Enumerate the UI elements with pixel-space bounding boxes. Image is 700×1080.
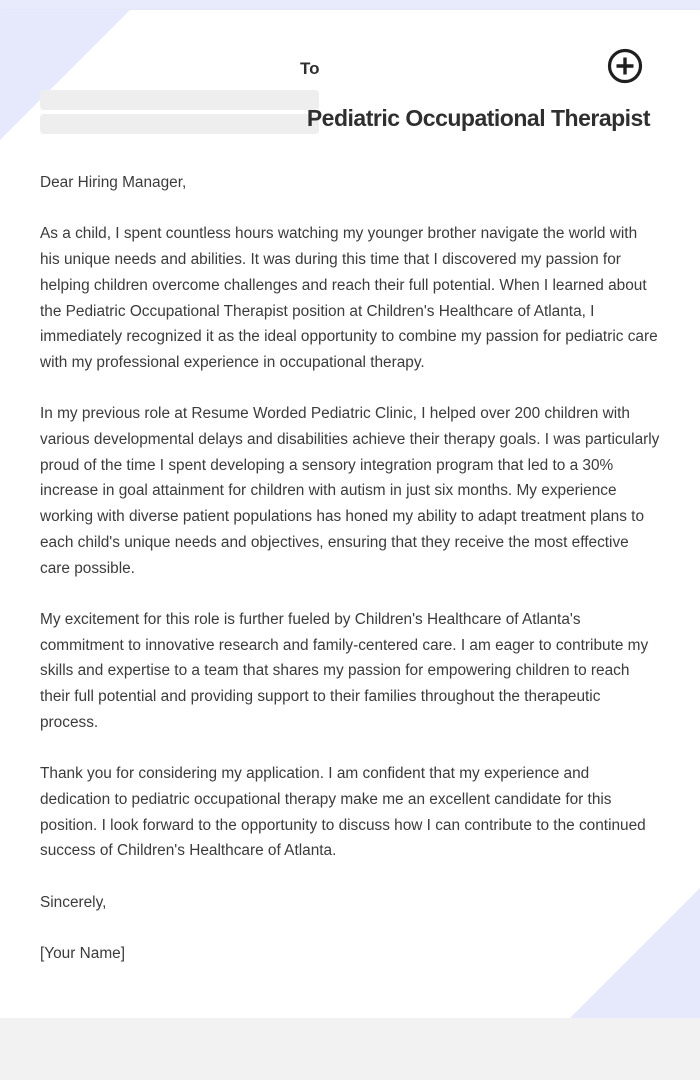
top-band (0, 0, 700, 10)
add-button[interactable] (606, 47, 644, 85)
footer-area (0, 1018, 700, 1080)
paragraph: Thank you for considering my application. I am confident that my experience and dedication to pediatric occupational therapy make me an excellent candidate for this position. I look forward to the opportunity to discuss how I can contribute to the continued success of Children's Healthcare of Atlanta. (40, 765, 646, 860)
signature: [Your Name] (40, 945, 125, 962)
paragraph: As a child, I spent countless hours watching my younger brother navigate the world with his unique needs and abilities. It was during this time that I discovered my passion for helping children overcome challenges and reach their full potential. When I learned about the Pediatric Occupational Therapist position at Children's Healthcare of Atlanta, I immediately recognized it as the ideal opportunity to combine my passion for pediatric care with my professional experience in occupational therapy. (40, 225, 658, 371)
paragraph: My excitement for this role is further fueled by Children's Healthcare of Atlanta's commitment to innovative research and family-centered care. I am eager to contribute my skills and expertise to a team that shares my passion for empowering children to reach their full potential and providing support to their families throughout the therapeutic process. (40, 610, 649, 731)
greeting: Dear Hiring Manager, (40, 174, 187, 191)
paragraph: In my previous role at Resume Worded Pediatric Clinic, I helped over 200 children with various developmental delays and disabilities achieve their therapy goals. I was particularly proud of the time I spent developing a sensory integration program that led to a 30% increase in goal attainment for children with autism in just six months. My experience working with diverse patient populations has honed my ability to adapt treatment plans to each child's unique needs and objectives, ensuring that they receive the most effective care possible. (40, 405, 660, 577)
recipient-name-placeholder (40, 90, 319, 110)
recipient-address-placeholder (40, 114, 319, 134)
plus-circle-icon (606, 47, 644, 85)
to-label: To (300, 59, 320, 78)
job-title: Pediatric Occupational Therapist (306, 105, 650, 131)
letter-page (0, 10, 700, 1018)
closing: Sincerely, (40, 893, 107, 911)
letter-body (40, 170, 660, 992)
